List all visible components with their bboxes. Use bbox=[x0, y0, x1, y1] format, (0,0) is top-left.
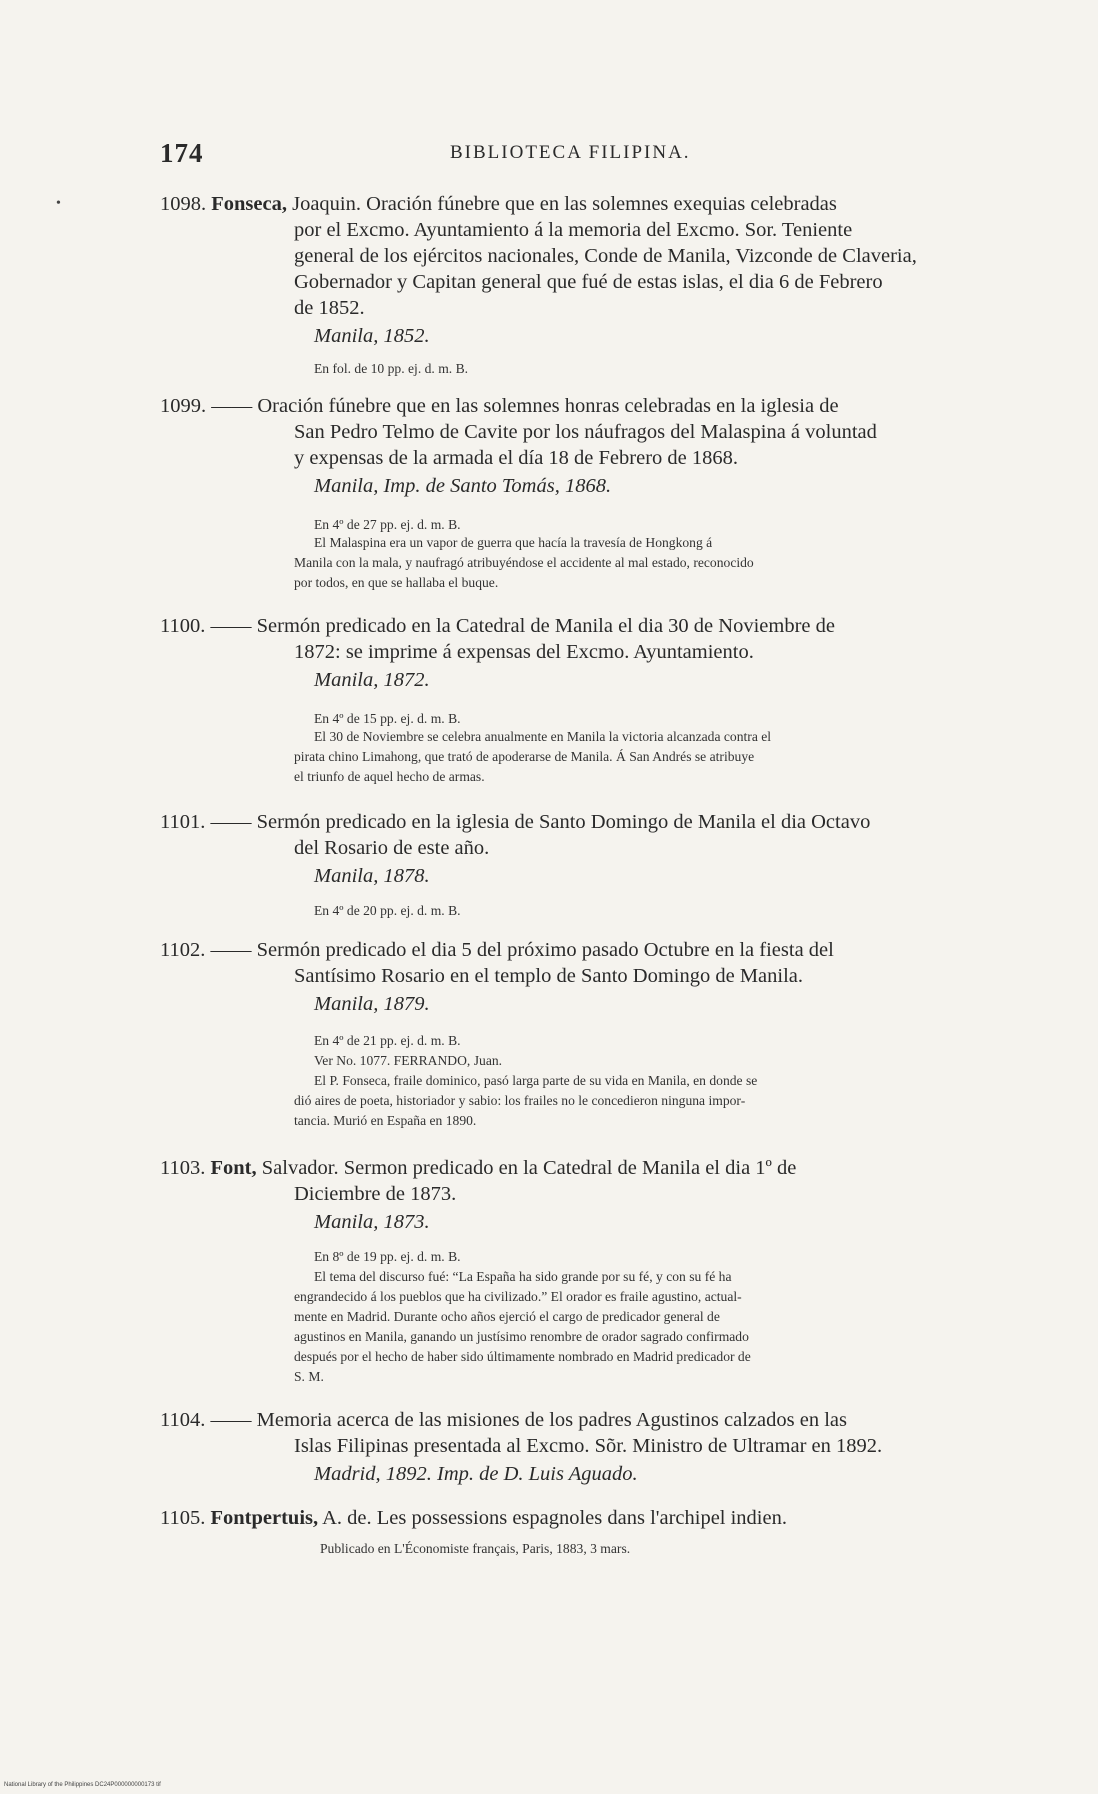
entry-title-line: Les possessions espagnoles dans l'archipel indien. bbox=[376, 1507, 787, 1529]
entry-note: mente en Madrid. Durante ocho años ejerció el cargo de predicador general de bbox=[294, 1309, 720, 1324]
entry-dash: —— bbox=[211, 395, 253, 417]
entry-title-line: por el Excmo. Ayuntamiento á la memoria del Excmo. Sor. Teniente bbox=[294, 219, 853, 241]
entry-dash: —— bbox=[210, 615, 252, 637]
entry-title-line: Diciembre de 1873. bbox=[294, 1183, 457, 1205]
entry-first-line bbox=[160, 616, 835, 637]
entry-note: dió aires de poeta, historiador y sabio: los frailes no le concedieron ninguna impor- bbox=[294, 1093, 746, 1108]
entry-first-line bbox=[160, 1508, 787, 1529]
entry-imprint: Manila, 1873. bbox=[314, 1211, 430, 1233]
entry-title-line: Sermon predicado en la Catedral de Manila el dia 1º de bbox=[343, 1157, 797, 1179]
scan-footer: National Library of the Philippines DC24P000000000173 tif bbox=[4, 1782, 161, 1788]
entry-first-line bbox=[160, 1158, 796, 1179]
entry-note: El tema del discurso fué: “La España ha sido grande por su fé, y con su fé ha bbox=[314, 1269, 732, 1284]
entry-note: El P. Fonseca, fraile dominico, pasó larga parte de su vida en Manila, en donde se bbox=[314, 1073, 758, 1088]
entry-title-line: y expensas de la armada el día 18 de Febrero de 1868. bbox=[294, 447, 739, 469]
entry-number: 1102. bbox=[160, 939, 206, 961]
page-number: 174 bbox=[160, 138, 204, 168]
entry-title-line: Memoria acerca de las misiones de los padres Agustinos calzados en las bbox=[256, 1409, 847, 1431]
entry-note: Ver No. 1077. FERRANDO, Juan. bbox=[314, 1053, 503, 1068]
running-title: BIBLIOTECA FILIPINA. bbox=[450, 142, 691, 163]
entry-note: Publicado en L'Économiste français, Paris, 1883, 3 mars. bbox=[320, 1541, 631, 1556]
page-header bbox=[160, 138, 940, 174]
entry-number: 1099. bbox=[160, 395, 207, 417]
entry-title-line: Santísimo Rosario en el templo de Santo Domingo de Manila. bbox=[294, 965, 804, 987]
entry-author: Fonseca, bbox=[211, 193, 287, 215]
entry-dash: —— bbox=[210, 811, 252, 833]
entry-first-line bbox=[160, 1410, 847, 1431]
entry-imprint: Manila, Imp. de Santo Tomás, 1868. bbox=[314, 475, 612, 497]
entry-first-line bbox=[160, 812, 870, 833]
entry-note: engrandecido á los pueblos que ha civilizado.” El orador es fraile agustino, actual- bbox=[294, 1289, 742, 1304]
entry-note: tancia. Murió en España en 1890. bbox=[294, 1113, 477, 1128]
entry-imprint: Manila, 1879. bbox=[314, 993, 430, 1015]
entry-author: Font, bbox=[210, 1157, 257, 1179]
entry-title-line: Sermón predicado el dia 5 del próximo pasado Octubre en la fiesta del bbox=[256, 939, 834, 961]
entry-author-rest: Joaquin. bbox=[286, 193, 362, 215]
entry-title-line: general de los ejércitos nacionales, Conde de Manila, Vizconde de Claveria, bbox=[294, 245, 917, 267]
entry-author-rest: A. de. bbox=[318, 1507, 372, 1529]
entry-note: después por el hecho de haber sido últimamente nombrado en Madrid predicador de bbox=[294, 1349, 751, 1364]
entry-title-line: San Pedro Telmo de Cavite por los náufragos del Malaspina á voluntad bbox=[294, 421, 877, 443]
entry-imprint: Manila, 1872. bbox=[314, 669, 430, 691]
entry-title-line: Sermón predicado en la Catedral de Manila el dia 30 de Noviembre de bbox=[256, 615, 835, 637]
entry-number: 1105. bbox=[160, 1507, 206, 1529]
entry-note: En 4º de 15 pp. ej. d. m. B. bbox=[314, 711, 461, 726]
entry-first-line bbox=[160, 396, 839, 417]
entry-note: El 30 de Noviembre se celebra anualmente en Manila la victoria alcanzada contra el bbox=[314, 729, 772, 744]
entry-author: Fontpertuis, bbox=[210, 1507, 319, 1529]
entry-title-line: de 1852. bbox=[294, 297, 365, 319]
entry-note: En 4º de 21 pp. ej. d. m. B. bbox=[314, 1033, 461, 1048]
entry-note: agustinos en Manila, ganando un justísimo renombre de orador sagrado confirmado bbox=[294, 1329, 749, 1344]
entry-title-line: Gobernador y Capitan general que fué de estas islas, el dia 6 de Febrero bbox=[294, 271, 883, 293]
entry-note: el triunfo de aquel hecho de armas. bbox=[294, 769, 485, 784]
entry-dash: —— bbox=[210, 1409, 252, 1431]
entry-title-line: Sermón predicado en la iglesia de Santo Domingo de Manila el dia Octavo bbox=[256, 811, 871, 833]
entry-title-line: Islas Filipinas presentada al Excmo. Sõr. Ministro de Ultramar en 1892. bbox=[294, 1435, 883, 1457]
entry-title-line: del Rosario de este año. bbox=[294, 837, 490, 859]
entry-title-line: Oración fúnebre que en las solemnes exequias celebradas bbox=[366, 193, 837, 215]
entry-author-rest: Salvador. bbox=[256, 1157, 339, 1179]
entry-note: Manila con la mala, y naufragó atribuyéndose el accidente al mal estado, reconocido bbox=[294, 555, 754, 570]
entry-note: En 4º de 20 pp. ej. d. m. B. bbox=[314, 903, 461, 918]
entry-note: En 4º de 27 pp. ej. d. m. B. bbox=[314, 517, 461, 532]
entry-number: 1103. bbox=[160, 1157, 206, 1179]
entry-note: En fol. de 10 pp. ej. d. m. B. bbox=[314, 361, 469, 376]
entry-title-line: 1872: se imprime á expensas del Excmo. Ayuntamiento. bbox=[294, 641, 754, 663]
entry-number: 1104. bbox=[160, 1409, 206, 1431]
entry-first-line bbox=[160, 940, 834, 961]
entry-number: 1100. bbox=[160, 615, 206, 637]
entry-title-line: Oración fúnebre que en las solemnes honras celebradas en la iglesia de bbox=[257, 395, 839, 417]
entry-imprint: Manila, 1878. bbox=[314, 865, 430, 887]
entry-imprint: Madrid, 1892. Imp. de D. Luis Aguado. bbox=[314, 1463, 638, 1485]
entry-note: El Malaspina era un vapor de guerra que hacía la travesía de Hongkong á bbox=[314, 535, 713, 550]
entry-note: S. M. bbox=[294, 1369, 324, 1384]
entry-note: En 8º de 19 pp. ej. d. m. B. bbox=[314, 1249, 461, 1264]
entry-note: por todos, en que se hallaba el buque. bbox=[294, 575, 499, 590]
margin-dot: • bbox=[56, 196, 61, 211]
entry-first-line bbox=[160, 194, 837, 215]
entry-number: 1101. bbox=[160, 811, 206, 833]
entry-imprint: Manila, 1852. bbox=[314, 325, 430, 347]
entry-note: pirata chino Limahong, que trató de apoderarse de Manila. Á San Andrés se atribuye bbox=[294, 749, 755, 764]
entry-dash: —— bbox=[210, 939, 252, 961]
entry-number: 1098. bbox=[160, 193, 207, 215]
